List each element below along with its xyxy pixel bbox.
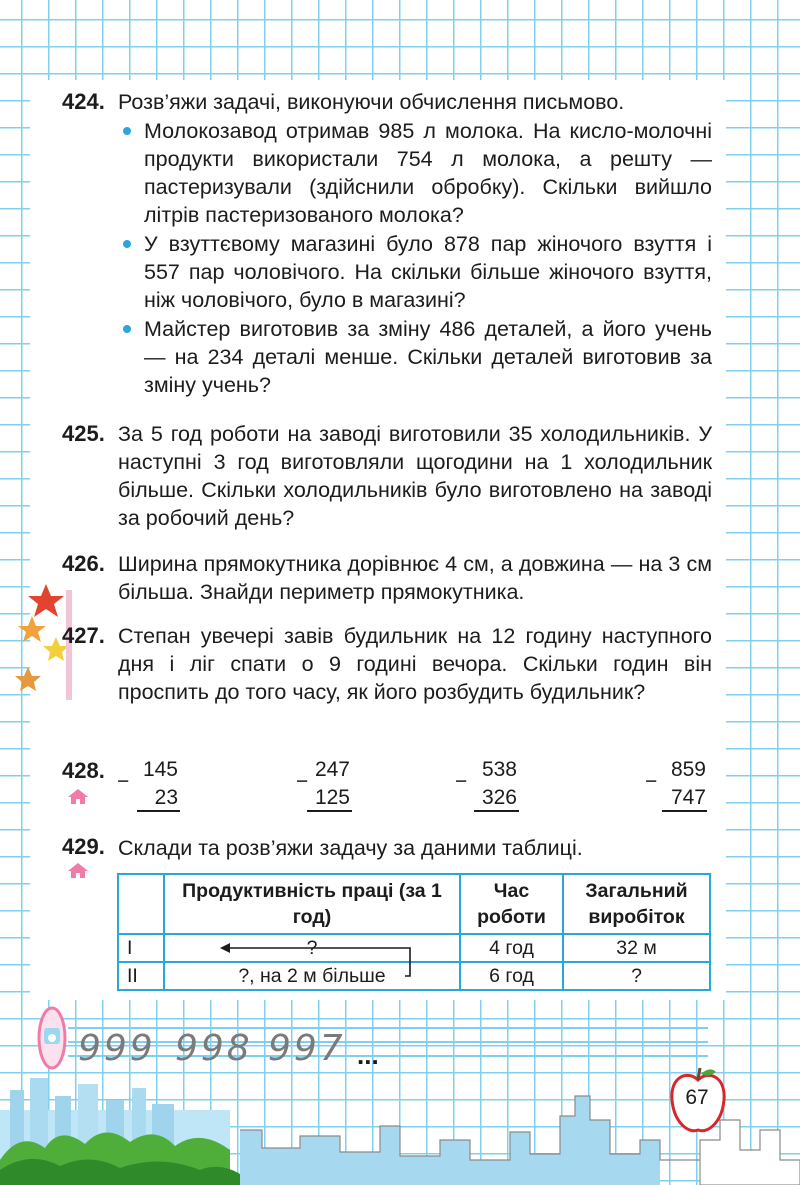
bullet-icon: [123, 127, 131, 135]
minus-sign: −: [117, 770, 130, 793]
task-text: За 5 год роботи на заводі виготовили 35 холодильників. У наступні 3 год виготовляли щогодини на 1 холодильник більше. Скільки холодильників було виготовлено на заводі за робочий день?: [118, 422, 712, 530]
underline: [307, 810, 352, 812]
homework-house-icon: [66, 788, 94, 806]
subtrahend: 23: [154, 786, 178, 809]
subtask-item: [118, 117, 712, 229]
homework-house-icon: [66, 862, 94, 880]
minus-sign: −: [296, 770, 309, 793]
task-number: 425.: [62, 421, 105, 446]
task-426: [62, 550, 712, 610]
subtrahend: 125: [314, 786, 350, 809]
pencil-icon: [32, 1002, 74, 1076]
table-cell: I: [118, 934, 164, 962]
task-text: Склади та розв’яжи задачу за даними таблиці.: [118, 836, 583, 860]
ellipsis: ...: [357, 1040, 379, 1070]
relation-arrow-icon: [200, 940, 420, 990]
task-text: Степан увечері завів будильник на 12 годину наступного дня і ліг спати о 9 годині вечора. Скільки годин він проспить до того часу, як його розбудить будильник?: [118, 624, 712, 704]
table-header-cell: Загальний виробіток: [563, 874, 710, 934]
subtask-text: Майстер виготовив за зміну 486 деталей, а його учень — на 234 деталі менше. Скільки деталей виготовив за зміну учень?: [144, 317, 712, 397]
minuend: 538: [481, 758, 517, 781]
task-number: 427.: [62, 623, 105, 648]
table-header-row: [118, 874, 710, 934]
page-number: 67: [685, 1086, 709, 1109]
task-intro: Розв’яжи задачі, виконуючи обчислення письмово.: [118, 90, 625, 114]
writing-line: [68, 1055, 708, 1057]
table-cell: 6 год: [460, 962, 563, 990]
task-number: 426.: [62, 551, 105, 576]
subtask-text: У взуттєвому магазині було 878 пар жіночого взуття і 557 пар чоловічого. На скільки більше жіночого взуття, ніж чоловічого, було в магазині?: [144, 232, 712, 312]
minuend: 859: [670, 758, 706, 781]
minuend: 247: [314, 758, 350, 781]
task-body: [118, 550, 712, 606]
task-text: Ширина прямокутника дорівнює 4 см, а довжина — на 3 см більша. Знайди периметр прямокутника.: [118, 552, 712, 604]
bullet-icon: [123, 325, 131, 333]
subtask-list: [118, 117, 712, 399]
subtask-item: [118, 230, 712, 314]
writing-line: [68, 1041, 708, 1043]
task-424: [62, 88, 712, 408]
table-header-cell: Час роботи: [460, 874, 563, 934]
table-header-cell: [118, 874, 164, 934]
task-body: [118, 420, 712, 532]
table-cell: II: [118, 962, 164, 990]
minus-sign: −: [645, 770, 658, 793]
handwriting-number: 998: [175, 1028, 253, 1069]
table-cell: ?: [563, 962, 710, 990]
task-425: [62, 420, 712, 535]
underline: [662, 810, 707, 812]
underline: [474, 810, 519, 812]
table-cell: ?: [164, 934, 460, 962]
subtrahend: 747: [670, 786, 706, 809]
task-427: [62, 622, 712, 737]
task-body: [118, 88, 712, 399]
subtask-text: Молокозавод отримав 985 л молока. На кисло-молочні продукти використали 754 л молока, а решту — пастеризували (здійснили обробку). Скільки вийшло літрів пастеризованого молока?: [144, 119, 712, 227]
underline: [137, 810, 180, 812]
table-header-cell: Продуктивність праці (за 1 год): [164, 874, 460, 934]
task-number: 429.: [62, 834, 105, 859]
table-cell: 32 м: [563, 934, 710, 962]
handwriting-number: 999: [78, 1028, 156, 1069]
table-cell: ?, на 2 м більше: [164, 962, 460, 990]
handwriting-number: 997: [268, 1028, 346, 1069]
bullet-icon: [123, 240, 131, 248]
writing-line: [68, 1027, 708, 1029]
minuend: 145: [142, 758, 178, 781]
task-body: [118, 622, 712, 706]
subtrahend: 326: [481, 786, 517, 809]
task-number: 424.: [62, 89, 105, 114]
subtask-item: [118, 315, 712, 399]
minus-sign: −: [455, 770, 468, 793]
table-cell: 4 год: [460, 934, 563, 962]
task-number: 428.: [62, 758, 105, 783]
